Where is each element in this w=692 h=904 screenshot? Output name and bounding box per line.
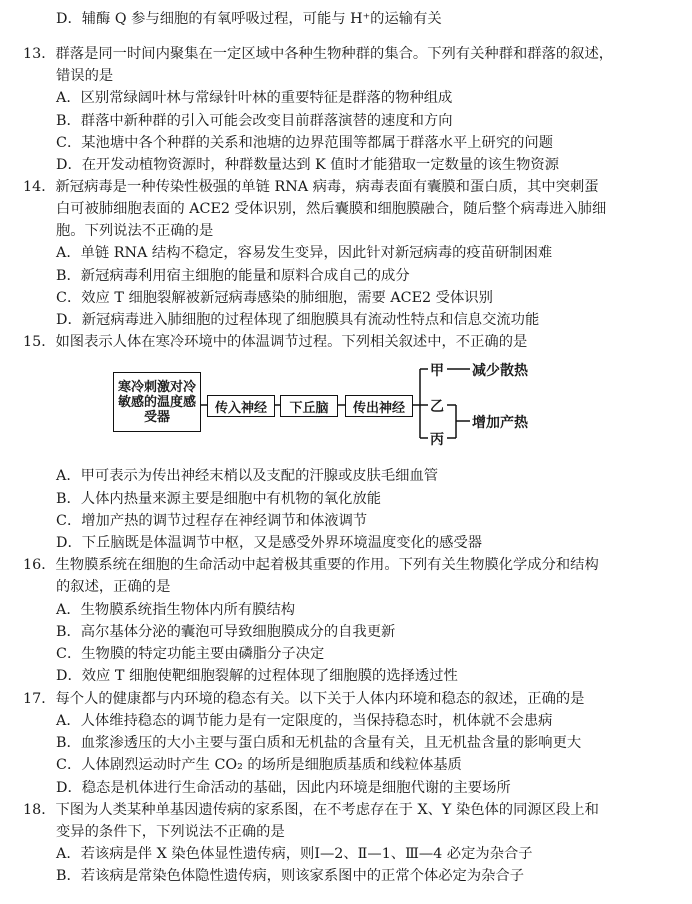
answer-option: D．下丘脑既是体温调节中枢，又是感受外界环境温度变化的感受器 [56,535,483,551]
question-stem-continuation: 白可被肺细胞表面的 ACE2 受体识别，然后囊膜和细胞膜融合，随后整个病毒进入肺细 [56,201,607,217]
question-stem-continuation: 胞。下列说法不正确的是 [56,223,214,239]
answer-option: A．区别常绿阔叶林与常绿针叶林的重要特征是群落的物种组成 [56,90,453,106]
label-jia: 甲 [430,363,444,379]
answer-option: C．生物膜的特定功能主要由磷脂分子决定 [56,646,325,662]
answer-option: A．甲可表示为传出神经末梢以及支配的汗腺或皮肤毛细血管 [56,468,439,484]
answer-option: B．血浆渗透压的大小主要与蛋白质和无机盐的含量有关，且无机盐含量的影响更大 [56,735,582,751]
answer-option: B．高尔基体分泌的囊泡可导致细胞膜成分的自我更新 [56,624,396,640]
answer-option: A．单链 RNA 结构不稳定，容易发生变异，因此针对新冠病毒的疫苗研制困难 [56,245,553,261]
hypothalamus-box: 下丘脑 [280,395,338,417]
afferent-nerve-box: 传入神经 [207,395,275,417]
answer-option: D．在开发动植物资源时，种群数量达到 K 值时才能猎取一定数量的该生物资源 [56,157,560,173]
label-bing: 丙 [430,432,444,448]
answer-option: D．稳态是机体进行生命活动的基础，因此内环境是细胞代谢的主要场所 [56,780,511,796]
label-yi: 乙 [430,399,444,415]
answer-option: C．效应 T 细胞裂解被新冠病毒感染的肺细胞，需要 ACE2 受体识别 [56,290,493,306]
answer-option: B．群落中新种群的引入可能会改变目前群落演替的速度和方向 [56,113,453,129]
answer-option: A．若该病是伴 X 染色体显性遗传病，则Ⅰ—2、Ⅱ—1、Ⅲ—4 必定为杂合子 [56,846,533,862]
answer-option: D．新冠病毒进入肺细胞的过程体现了细胞膜具有流动性特点和信息交流功能 [56,312,540,328]
answer-option: B．新冠病毒利用宿主细胞的能量和原料合成自己的成分 [56,268,410,284]
answer-option: B．人体内热量来源主要是细胞中有机物的氧化放能 [56,491,382,507]
answer-option: D．辅酶 Q 参与细胞的有氧呼吸过程，可能与 H⁺的运输有关 [56,11,442,27]
label-increase-heat: 增加产热 [472,415,528,431]
answer-option: A．人体维持稳态的调节能力是有一定限度的，当保持稳态时，机体就不会患病 [56,713,553,729]
question-stem: 14．新冠病毒是一种传染性极强的单链 RNA 病毒，病毒表面有囊膜和蛋白质，其中突刺蛋 [23,179,599,195]
label-reduce-heat: 减少散热 [472,363,528,379]
answer-option: A．生物膜系统指生物体内所有膜结构 [56,602,296,618]
answer-option: C．增加产热的调节过程存在神经调节和体液调节 [56,513,368,529]
question-stem-continuation: 错误的是 [56,68,114,84]
answer-option: C．人体剧烈运动时产生 CO₂ 的场所是细胞质基质和线粒体基质 [56,757,462,773]
answer-option: B．若该病是常染色体隐性遗传病，则该家系图中的正常个体必定为杂合子 [56,868,525,884]
question-stem: 16．生物膜系统在细胞的生命活动中起着极其重要的作用。下列有关生物膜化学成分和结构 [23,557,599,573]
question-stem: 15．如图表示人体在寒冷环境中的体温调节过程。下列相关叙述中，不正确的是 [23,334,528,350]
efferent-nerve-box: 传出神经 [345,395,413,417]
question-stem: 17．每个人的健康都与内环境的稳态有关。以下关于人体内环境和稳态的叙述，正确的是 [23,691,585,707]
answer-option: C．某池塘中各个种群的关系和池塘的边界范围等都属于群落水平上研究的问题 [56,135,554,151]
question-stem: 13．群落是同一时间内聚集在一定区域中各种生物种群的集合。下列有关种群和群落的叙述， [23,46,614,62]
question-stem-continuation: 的叙述，正确的是 [56,579,171,595]
source-box: 寒冷刺激对冷敏感的温度感受器 [113,372,201,432]
question-stem-continuation: 变异的条件下，下列说法不正确的是 [56,824,285,840]
answer-option: D．效应 T 细胞使靶细胞裂解的过程体现了细胞膜的选择透过性 [56,668,458,684]
question-stem: 18．下图为人类某种单基因遗传病的家系图，在不考虑存在于 X、Y 染色体的同源区段上和 [23,802,599,818]
